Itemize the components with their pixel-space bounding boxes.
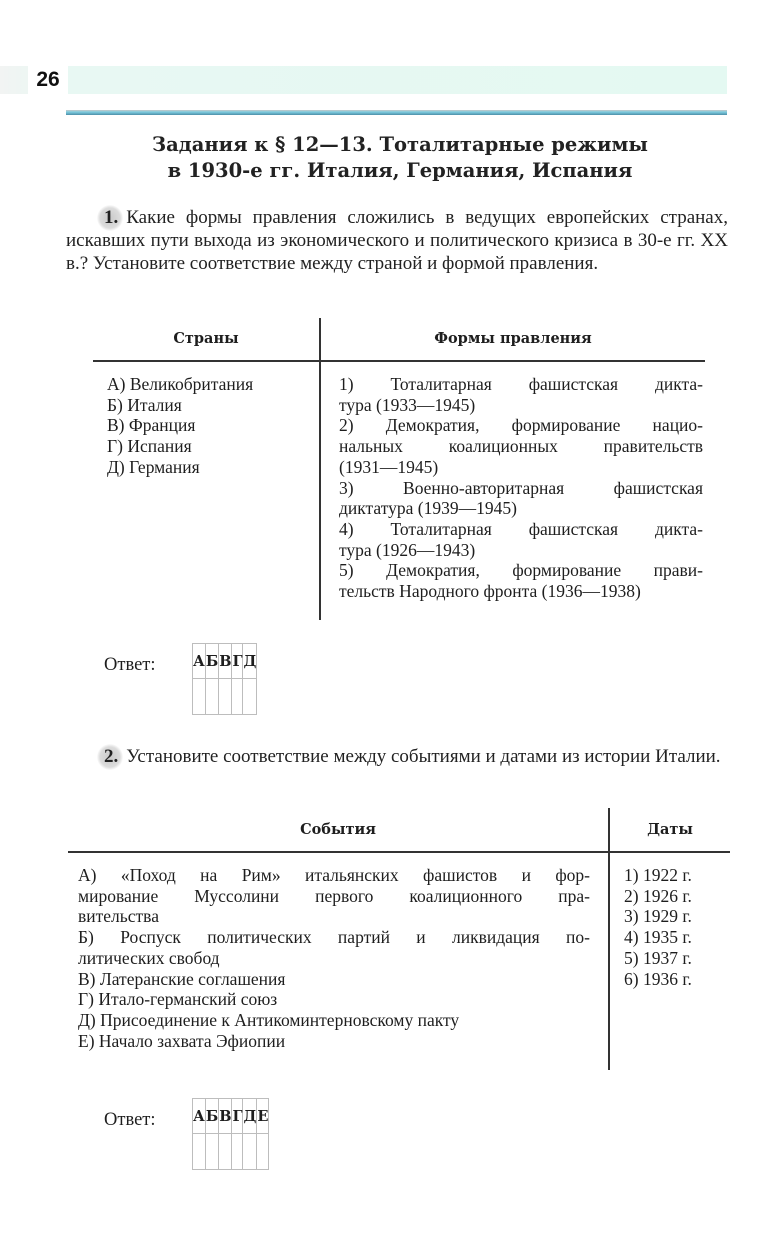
table-divider-horizontal (68, 851, 730, 853)
answer-cell[interactable] (193, 1134, 206, 1170)
answer-letter: Е (257, 1099, 269, 1134)
list-line: нальных коалиционных правительств (339, 436, 703, 457)
page-title (60, 132, 740, 184)
forms-list (339, 374, 703, 602)
answer-letter: Б (205, 1099, 218, 1134)
list-item: Д) Германия (107, 456, 200, 477)
list-item: 3) 1929 г. (624, 906, 692, 927)
answer-cell[interactable] (205, 1134, 218, 1170)
answer-cell[interactable] (232, 679, 243, 715)
list-item: 1) 1922 г. (624, 865, 692, 885)
list-line: диктатура (1939—1945) (339, 498, 517, 519)
answer-grid (192, 1098, 269, 1170)
answer-cell[interactable] (257, 1134, 269, 1170)
title-line-2: в 1930-е гг. Италия, Германия, Испания (167, 159, 633, 182)
page-number: 26 (28, 66, 68, 94)
list-line: 2) Демократия, формирование нацио- (339, 415, 703, 436)
list-item: 4) 1935 г. (624, 927, 692, 948)
answer-cell[interactable] (243, 1134, 257, 1170)
list-line: 1) Тоталитарная фашистская дикта- (339, 374, 703, 394)
answer-letter: Д (243, 644, 257, 679)
answer-cell[interactable] (243, 679, 257, 715)
answer-letter: В (219, 1099, 232, 1134)
dates-list (624, 865, 724, 989)
list-line: литических свобод (78, 947, 220, 968)
answer-label: Ответ: (104, 1110, 156, 1130)
task1-table (93, 318, 705, 620)
title-line-1: Задания к § 12—13. Тоталитарные режимы (152, 133, 648, 156)
answer-cell[interactable] (193, 679, 206, 715)
list-item: Г) Испания (107, 436, 192, 457)
events-list (78, 865, 590, 1051)
column-header-events: События (300, 821, 376, 838)
table-divider-vertical (608, 808, 610, 1070)
answer-letter: В (219, 644, 232, 679)
list-line: Б) Роспуск политических партий и ликвидация по- (78, 927, 590, 948)
answer-letter: А (193, 1099, 206, 1134)
task1-text: Какие формы правления сложились в ведущих европейских странах, искавших пути выхода из экономического и политического кризиса в 30-е гг. XX в.? Установите соответствие между страной и формой правления. (66, 207, 728, 274)
table-divider-vertical (319, 318, 321, 620)
list-item: В) Франция (107, 415, 196, 436)
countries-list (107, 374, 317, 478)
list-item: А) Великобритания (107, 374, 254, 394)
column-header-dates: Даты (647, 821, 693, 838)
list-item: 2) 1926 г. (624, 885, 692, 906)
task1-number-badge: 1. (104, 207, 119, 228)
column-header-forms: Формы правления (434, 330, 592, 347)
answer-cell[interactable] (219, 1134, 232, 1170)
list-item: 6) 1936 г. (624, 968, 692, 989)
list-line: вительства (78, 906, 159, 927)
task2-prompt (66, 745, 728, 768)
list-line: А) «Поход на Рим» итальянских фашистов и фор- (78, 865, 590, 885)
list-line: 4) Тоталитарная фашистская дикта- (339, 518, 703, 539)
answer-cell[interactable] (205, 679, 218, 715)
column-header-countries: Страны (173, 330, 239, 347)
list-line: 5) Демократия, формирование прави- (339, 560, 703, 581)
list-line: Д) Присоединение к Антикоминтерновскому пакту (78, 1009, 460, 1030)
list-line: В) Латеранские соглашения (78, 968, 286, 989)
task1-prompt (66, 206, 728, 275)
list-line: Е) Начало захвата Эфиопии (78, 1030, 286, 1051)
answer-letter: А (193, 644, 206, 679)
answer-grid (192, 643, 257, 715)
list-line: Г) Итало-германский союз (78, 989, 278, 1010)
list-line: мирование Муссолини первого коалиционного пра- (78, 885, 590, 906)
task2-table (68, 808, 730, 1070)
answer-letter: Б (205, 644, 218, 679)
list-line: тура (1926—1943) (339, 539, 476, 560)
answer-cell[interactable] (219, 679, 232, 715)
table-divider-horizontal (93, 360, 705, 362)
answer-letter: Д (243, 1099, 257, 1134)
list-item: Б) Италия (107, 394, 182, 415)
list-item: 5) 1937 г. (624, 947, 692, 968)
list-line: тура (1933—1945) (339, 394, 476, 415)
list-line: тельств Народного фронта (1936—1938) (339, 581, 641, 602)
answer-label: Ответ: (104, 655, 156, 675)
list-line: 3) Военно-авторитарная фашистская (339, 477, 703, 498)
list-line: (1931—1945) (339, 456, 439, 477)
answer-letter: Г (232, 1099, 243, 1134)
answer-letter: Г (232, 644, 243, 679)
header-rule (66, 110, 727, 115)
answer-cell[interactable] (232, 1134, 243, 1170)
task2-text: Установите соответствие между событиями и датами из истории Италии. (126, 746, 721, 767)
header-band (0, 66, 727, 94)
task2-number-badge: 2. (104, 746, 119, 767)
